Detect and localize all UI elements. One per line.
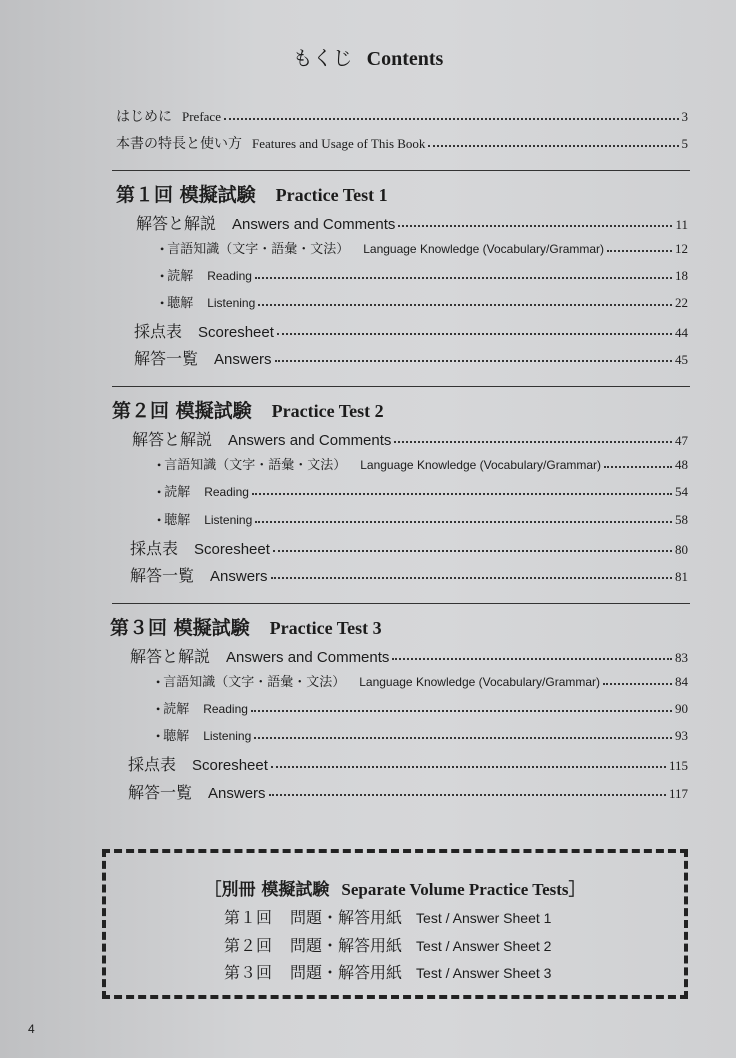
title-jp: もくじ xyxy=(292,46,353,70)
bullet-icon: • xyxy=(160,269,165,283)
leader-dots xyxy=(394,441,672,443)
toc-entry-reading: • 読解 Reading 90 xyxy=(156,701,688,717)
toc-entry-answers-comments: 解答と解説 Answers and Comments 11 xyxy=(136,214,688,233)
leader-dots xyxy=(392,658,672,660)
section-rule xyxy=(112,603,690,604)
bullet-icon: • xyxy=(157,458,162,472)
separate-volume-line: 第３回 問題・解答用紙 Test / Answer Sheet 3 xyxy=(224,963,552,982)
leader-dots xyxy=(603,683,672,685)
separate-volume-box xyxy=(102,849,688,999)
section-heading-test-2: 第２回 模擬試験 Practice Test 2 xyxy=(112,400,384,422)
toc-entry-answers: 解答一覧 Answers 45 xyxy=(134,349,688,368)
leader-dots xyxy=(251,710,672,712)
leader-dots xyxy=(269,794,666,796)
toc-entry-language-knowledge: • 言語知識（文字・語彙・文法） Language Knowledge (Vocabulary/Grammar) 12 xyxy=(160,241,688,257)
toc-entry-listening: • 聴解 Listening 93 xyxy=(156,728,688,744)
bullet-icon: • xyxy=(157,513,162,527)
leader-dots xyxy=(275,360,672,362)
leader-dots xyxy=(255,521,672,523)
bullet-icon: • xyxy=(156,729,161,743)
toc-entry-features: 本書の特長と使い方 Features and Usage of This Book 5 xyxy=(116,136,688,152)
toc-entry-scoresheet: 採点表 Scoresheet 115 xyxy=(128,755,688,774)
leader-dots xyxy=(607,250,672,252)
separate-volume-title: ［別冊 模擬試験 Separate Volume Practice Tests］ xyxy=(204,880,586,900)
leader-dots xyxy=(277,333,672,335)
leader-dots xyxy=(271,577,672,579)
leader-dots xyxy=(254,737,672,739)
bullet-icon: • xyxy=(156,675,161,689)
leader-dots xyxy=(252,493,672,495)
leader-dots xyxy=(258,304,672,306)
bullet-icon: • xyxy=(157,485,162,499)
leader-dots xyxy=(604,466,672,468)
section-heading-test-1: 第１回 模擬試験 Practice Test 1 xyxy=(116,184,388,206)
toc-entry-answers-comments: 解答と解説 Answers and Comments 83 xyxy=(130,647,688,666)
leader-dots xyxy=(398,225,672,227)
bullet-icon: • xyxy=(160,242,165,256)
toc-entry-listening: • 聴解 Listening 22 xyxy=(160,295,688,311)
page-ref: 3 xyxy=(681,109,688,124)
toc-entry-listening: • 聴解 Listening 58 xyxy=(157,512,688,528)
page-title xyxy=(0,42,736,71)
toc-entry-scoresheet: 採点表 Scoresheet 44 xyxy=(134,322,688,341)
toc-entry-scoresheet: 採点表 Scoresheet 80 xyxy=(130,539,688,558)
leader-dots xyxy=(428,145,678,147)
toc-entry-answers: 解答一覧 Answers 81 xyxy=(130,566,688,585)
separate-volume-line: 第１回 問題・解答用紙 Test / Answer Sheet 1 xyxy=(224,908,552,927)
page-ref: 5 xyxy=(681,136,688,151)
toc-entry-language-knowledge: • 言語知識（文字・語彙・文法） Language Knowledge (Vocabulary/Grammar) 84 xyxy=(156,674,688,690)
toc-entry-reading: • 読解 Reading 18 xyxy=(160,268,688,284)
toc-entry-language-knowledge: • 言語知識（文字・語彙・文法） Language Knowledge (Vocabulary/Grammar) 48 xyxy=(157,457,688,473)
title-en: Contents xyxy=(366,48,444,70)
toc-entry-preface: はじめに Preface 3 xyxy=(116,109,688,125)
bullet-icon: • xyxy=(160,296,165,310)
separate-volume-line: 第２回 問題・解答用紙 Test / Answer Sheet 2 xyxy=(224,936,552,955)
toc-entry-answers: 解答一覧 Answers 117 xyxy=(128,783,688,802)
section-rule xyxy=(112,170,690,171)
leader-dots xyxy=(273,550,672,552)
bullet-icon: • xyxy=(156,702,161,716)
leader-dots xyxy=(271,766,666,768)
toc-entry-answers-comments: 解答と解説 Answers and Comments 47 xyxy=(132,430,688,449)
leader-dots xyxy=(255,277,672,279)
leader-dots xyxy=(224,118,679,120)
page-number: 4 xyxy=(28,1022,35,1036)
toc-entry-reading: • 読解 Reading 54 xyxy=(157,484,688,500)
section-heading-test-3: 第３回 模擬試験 Practice Test 3 xyxy=(110,617,382,639)
section-rule xyxy=(112,386,690,387)
